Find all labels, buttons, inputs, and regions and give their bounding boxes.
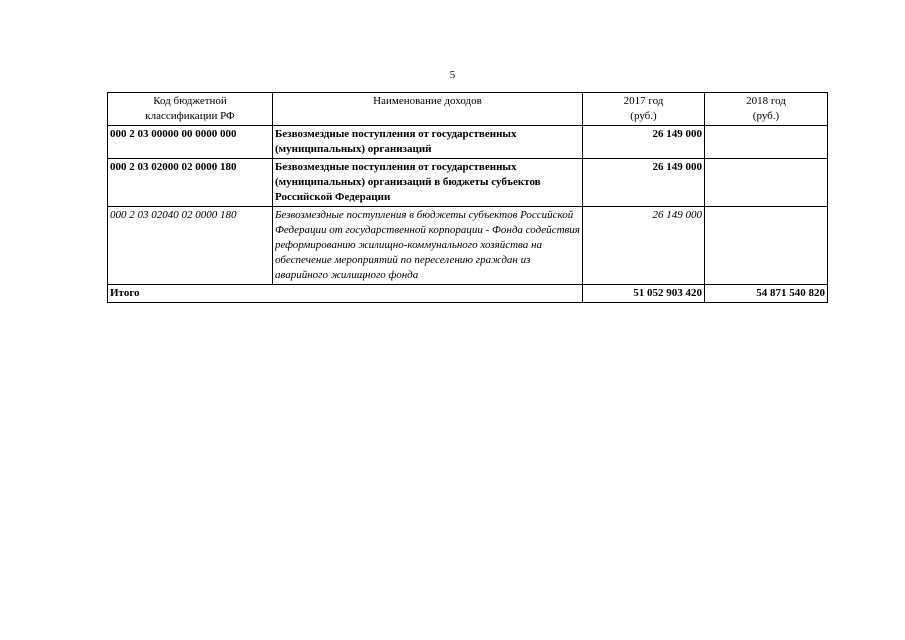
row-code: 000 2 03 00000 00 0000 000: [108, 126, 273, 159]
table-row: [108, 207, 828, 285]
row-value-2018: [705, 207, 828, 285]
table-row: [108, 126, 828, 159]
row-name: Безвозмездные поступления в бюджеты субъектов Российской Федерации от государственной корпорации - Фонда содействия реформированию жилищно-коммунального хозяйства на обеспечение мероприятий по переселению граждан из аварийного жилищного фонда: [273, 207, 583, 285]
header-year-2018: 2018 год (руб.): [705, 93, 828, 126]
row-code: 000 2 03 02040 02 0000 180: [108, 207, 273, 285]
table-row: [108, 159, 828, 207]
total-value-2017: 51 052 903 420: [583, 285, 705, 303]
row-name: Безвозмездные поступления от государственных (муниципальных) организаций в бюджеты субъектов Российской Федерации: [273, 159, 583, 207]
header-name: Наименование доходов: [273, 93, 583, 126]
total-label: Итого: [108, 285, 583, 303]
row-code: 000 2 03 02000 02 0000 180: [108, 159, 273, 207]
row-value-2017: 26 149 000: [583, 159, 705, 207]
total-row: [108, 285, 828, 303]
header-year-2017: 2017 год (руб.): [583, 93, 705, 126]
total-value-2018: 54 871 540 820: [705, 285, 828, 303]
row-value-2018: [705, 159, 828, 207]
row-value-2017: 26 149 000: [583, 126, 705, 159]
header-code: Код бюджетной классификации РФ: [108, 93, 273, 126]
table-header-row: [108, 93, 828, 126]
row-name: Безвозмездные поступления от государственных (муниципальных) организаций: [273, 126, 583, 159]
revenue-table: [107, 92, 828, 303]
row-value-2017: 26 149 000: [583, 207, 705, 285]
row-value-2018: [705, 126, 828, 159]
page-number: 5: [449, 69, 456, 81]
